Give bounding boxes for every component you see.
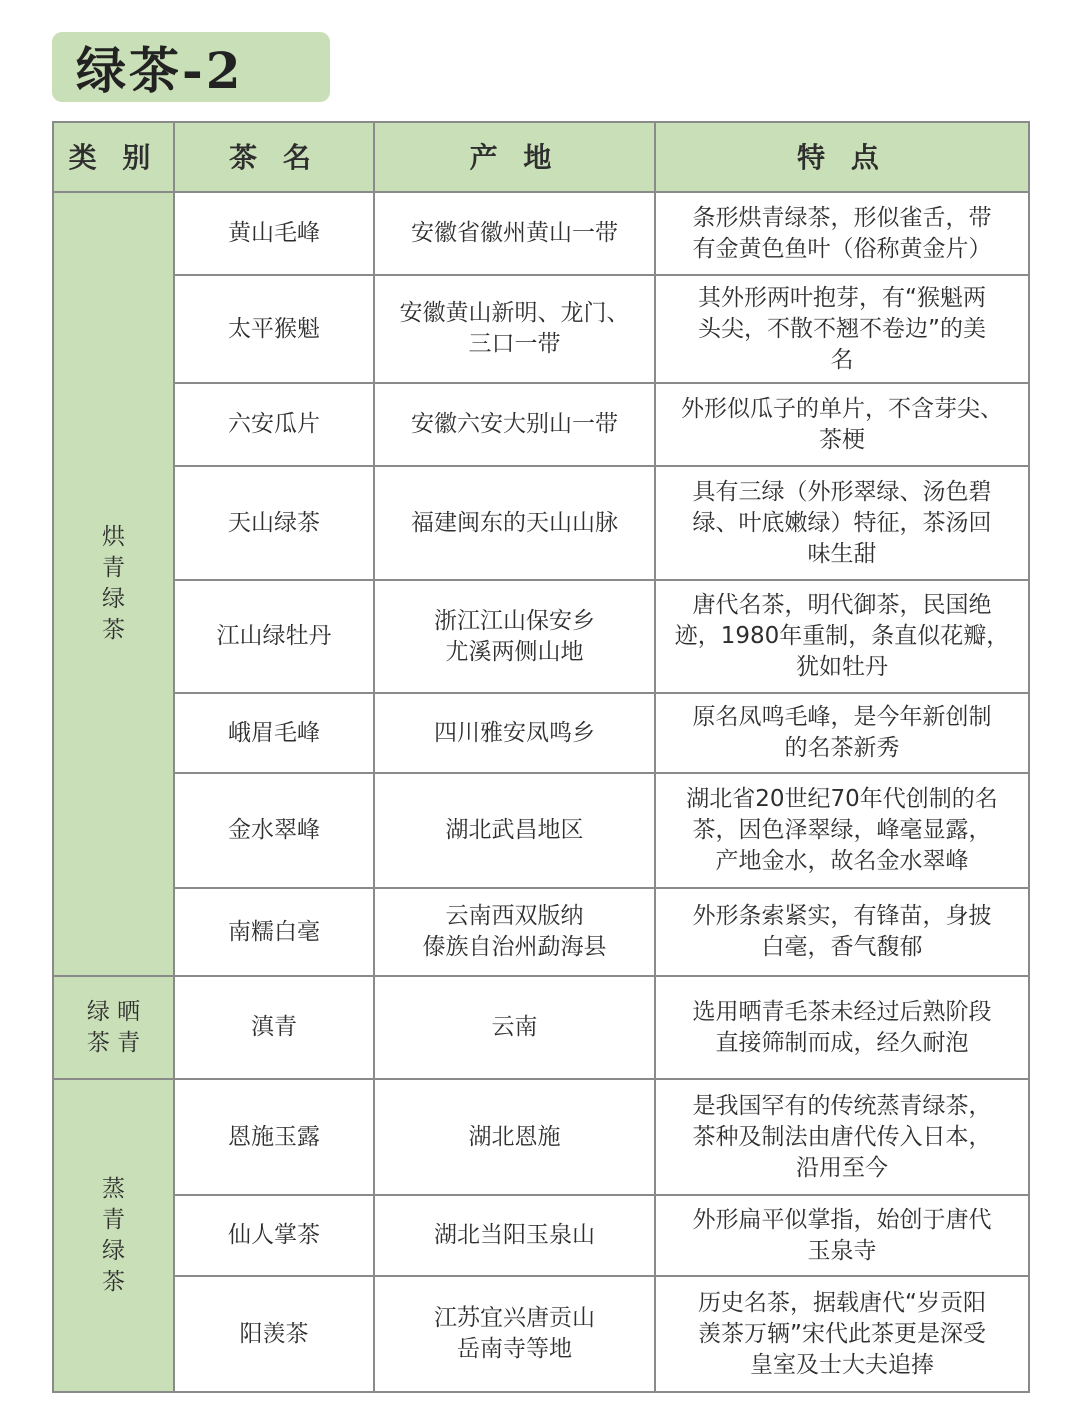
tea-origin: 安徽省徽州黄山一带 [374,192,655,275]
tea-feature: 历史名茶，据载唐代“岁贡阳 羡茶万辆”宋代此茶更是深受 皇室及士大夫追捧 [655,1276,1029,1392]
tea-feature: 唐代名茶，明代御茶，民国绝 迹，1980年重制，条直似花瓣， 犹如牡丹 [655,580,1029,693]
table-row [53,693,1029,773]
tea-name: 滇青 [174,976,374,1079]
table-row [53,773,1029,888]
tea-name: 天山绿茶 [174,466,374,580]
tea-name: 仙人掌茶 [174,1195,374,1276]
green-tea-table [52,121,1030,1393]
tea-name: 六安瓜片 [174,383,374,466]
tea-name: 阳羡茶 [174,1276,374,1392]
table-row [53,383,1029,466]
table-row [53,976,1029,1079]
table-row [53,1276,1029,1392]
tea-origin: 福建闽东的天山山脉 [374,466,655,580]
header-origin: 产 地 [374,122,655,192]
table-header-row [53,122,1029,192]
tea-name: 江山绿牡丹 [174,580,374,693]
tea-origin: 湖北武昌地区 [374,773,655,888]
tea-origin: 云南 [374,976,655,1079]
tea-origin: 湖北恩施 [374,1079,655,1195]
tea-name: 黄山毛峰 [174,192,374,275]
header-category: 类 别 [53,122,174,192]
table-row [53,275,1029,383]
tea-feature: 是我国罕有的传统蒸青绿茶， 茶种及制法由唐代传入日本， 沿用至今 [655,1079,1029,1195]
header-feature: 特 点 [655,122,1029,192]
tea-origin: 湖北当阳玉泉山 [374,1195,655,1276]
category-label: 蒸 青 绿 茶 [102,1175,125,1295]
tea-feature: 选用晒青毛茶未经过后熟阶段 直接筛制而成，经久耐泡 [655,976,1029,1079]
tea-feature: 外形条索紧实，有锋苗，身披 白毫，香气馥郁 [655,888,1029,976]
tea-name: 太平猴魁 [174,275,374,383]
category-label: 绿 晒 茶 青 [86,998,141,1056]
category-baked-green-tea [53,192,174,976]
tea-name: 南糯白毫 [174,888,374,976]
header-name: 茶 名 [174,122,374,192]
tea-feature: 条形烘青绿茶，形似雀舌，带 有金黄色鱼叶（俗称黄金片） [655,192,1029,275]
tea-feature: 外形扁平似掌指，始创于唐代 玉泉寺 [655,1195,1029,1276]
category-label: 烘 青 绿 茶 [102,524,125,643]
table-row [53,1195,1029,1276]
tea-name: 峨眉毛峰 [174,693,374,773]
tea-origin: 云南西双版纳 傣族自治州勐海县 [374,888,655,976]
tea-name: 恩施玉露 [174,1079,374,1195]
tea-feature: 具有三绿（外形翠绿、汤色碧 绿、叶底嫩绿）特征，茶汤回 味生甜 [655,466,1029,580]
tea-origin: 安徽黄山新明、龙门、 三口一带 [374,275,655,383]
table-row [53,580,1029,693]
table-row [53,888,1029,976]
table-row [53,466,1029,580]
tea-feature: 外形似瓜子的单片，不含芽尖、 茶梗 [655,383,1029,466]
tea-origin: 江苏宜兴唐贡山 岳南寺等地 [374,1276,655,1392]
table-row [53,192,1029,275]
tea-feature: 湖北省20世纪70年代创制的名 茶，因色泽翠绿，峰毫显露， 产地金水，故名金水翠峰 [655,773,1029,888]
category-steamed-green-tea [53,1079,174,1392]
tea-origin: 安徽六安大别山一带 [374,383,655,466]
tea-feature: 其外形两叶抱芽，有“猴魁两 头尖，不散不翘不卷边”的美 名 [655,275,1029,383]
tea-name: 金水翠峰 [174,773,374,888]
page-title: 绿茶-2 [52,32,330,102]
tea-feature: 原名凤鸣毛峰，是今年新创制 的名茶新秀 [655,693,1029,773]
table-row [53,1079,1029,1195]
tea-origin: 浙江江山保安乡 尤溪两侧山地 [374,580,655,693]
tea-origin: 四川雅安凤鸣乡 [374,693,655,773]
category-sun-dried-green-tea [53,976,174,1079]
